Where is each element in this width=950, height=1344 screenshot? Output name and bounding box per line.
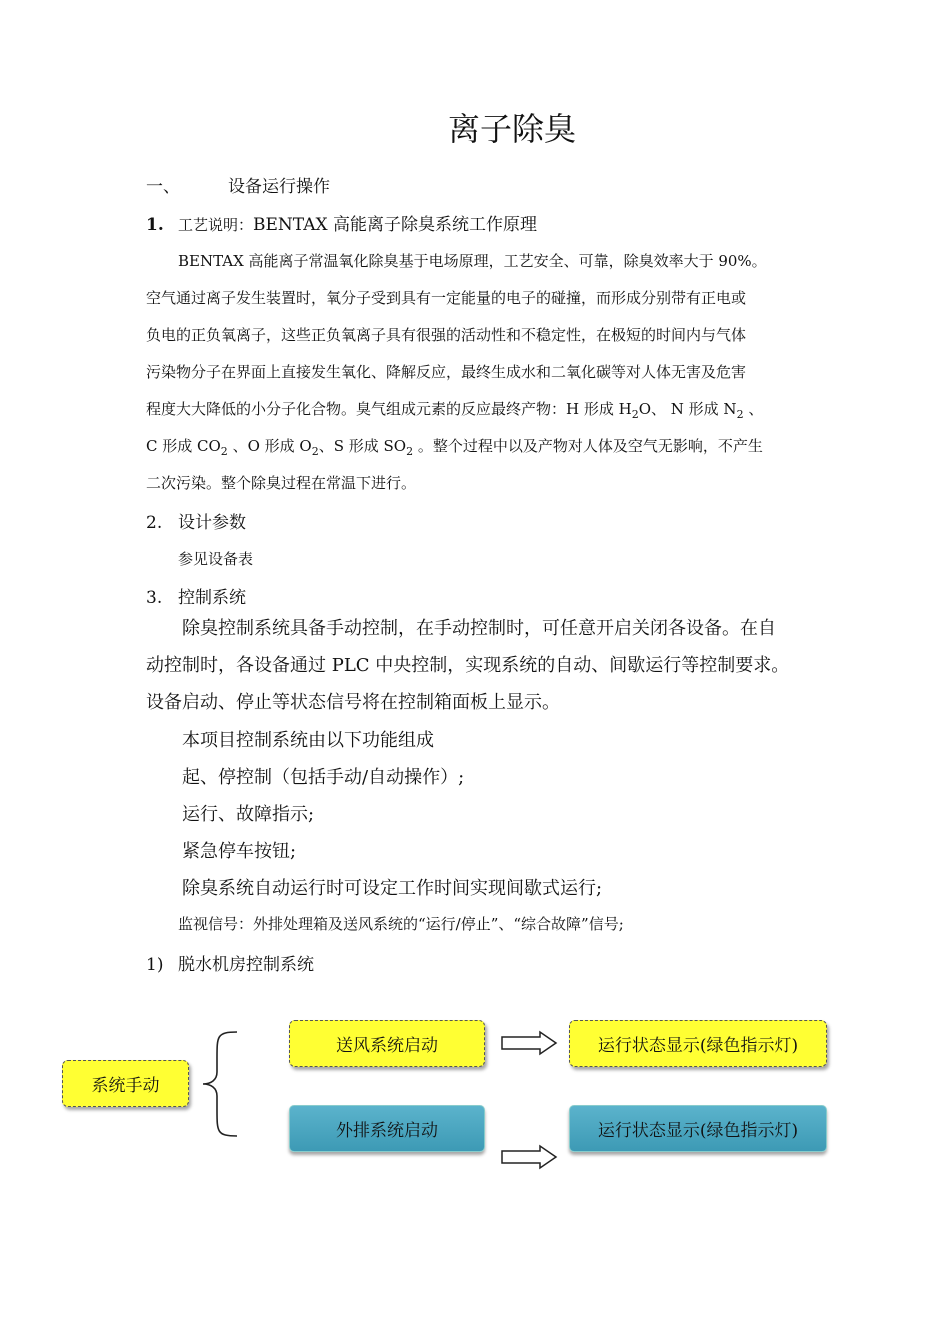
paragraph-line: 程度大大降低的小分子化合物。臭气组成元素的反应最终产物：H 形成 $H_2O$、 N 形成 $N_2$ 、: [146, 400, 764, 421]
paragraph-line: 负电的正负氧离子，这些正负氧离子具有很强的活动性和不稳定性，在极短的时间内与气体: [146, 326, 747, 344]
arrow-right-icon: [500, 1144, 558, 1170]
paragraph-line: 空气通过离子发生装置时，氧分子受到具有一定能量的电子的碰撞，而形成分别带有正电或: [146, 289, 747, 307]
brace-icon: [195, 1028, 245, 1140]
item-label: BENTAX 高能离子除臭系统工作原理: [253, 215, 537, 235]
paragraph-line: 除臭控制系统具备手动控制，在手动控制时，可任意开启关闭各设备。在自: [182, 618, 776, 639]
item-label: 控制系统: [178, 588, 246, 608]
item-number: 1.: [146, 215, 164, 235]
subsection-number: 1): [146, 955, 164, 975]
item-number: 3.: [146, 588, 163, 608]
paragraph-line: 动控制时，各设备通过 PLC 中央控制，实现系统的自动、间歇运行等控制要求。: [146, 655, 790, 676]
function-item: 紧急停车按钮;: [182, 841, 297, 862]
paragraph-line: 二次污染。整个除臭过程在常温下进行。: [146, 474, 417, 492]
item-2-heading: [146, 508, 246, 533]
paragraph-line: 设备启动、停止等状态信号将在控制箱面板上显示。: [146, 692, 560, 713]
diagram-root-box: 系统手动: [62, 1060, 189, 1107]
paragraph-line: C 形成 $CO_2$ 、O 形成 $O_2$、S 形成 $SO_2$ 。整个过程中以及产物对人体及空气无影响，不产生: [146, 437, 763, 458]
functions-intro: 本项目控制系统由以下功能组成: [182, 730, 434, 751]
diagram-box-exhaust-start: 外排系统启动: [289, 1105, 485, 1152]
function-item: 起、停控制（包括手动/自动操作）;: [182, 767, 465, 788]
paragraph-line: BENTAX 高能离子常温氧化除臭基于电场原理，工艺安全、可靠，除臭效率大于 90%。: [178, 252, 767, 270]
subsection-heading: [146, 950, 314, 975]
item-number: 2.: [146, 513, 163, 533]
item-label: 设计参数: [178, 513, 246, 533]
item-note: 参见设备表: [178, 550, 254, 568]
diagram-status-box: 运行状态显示(绿色指示灯): [569, 1020, 827, 1067]
section-label: 设备运行操作: [228, 177, 330, 197]
section-number: 一、: [146, 177, 180, 197]
item-1-heading: [146, 210, 537, 235]
function-item: 除臭系统自动运行时可设定工作时间实现间歇式运行;: [182, 878, 603, 899]
function-item: 监视信号：外排处理箱及送风系统的“运行/停止”、“综合故障”信号;: [178, 915, 624, 933]
diagram-status-box: 运行状态显示(绿色指示灯): [569, 1105, 827, 1152]
subsection-label: 脱水机房控制系统: [178, 955, 314, 975]
diagram-box-supply-start: 送风系统启动: [289, 1020, 485, 1067]
item-label-prefix: 工艺说明：: [178, 216, 254, 234]
function-item: 运行、故障指示;: [182, 804, 315, 825]
item-3-heading: [146, 583, 246, 608]
arrow-right-icon: [500, 1030, 558, 1056]
section-heading: [146, 172, 330, 197]
paragraph-line: 污染物分子在界面上直接发生氧化、降解反应，最终生成水和二氧化碳等对人体无害及危害: [146, 363, 747, 381]
page-title: 离子除臭: [447, 110, 576, 148]
